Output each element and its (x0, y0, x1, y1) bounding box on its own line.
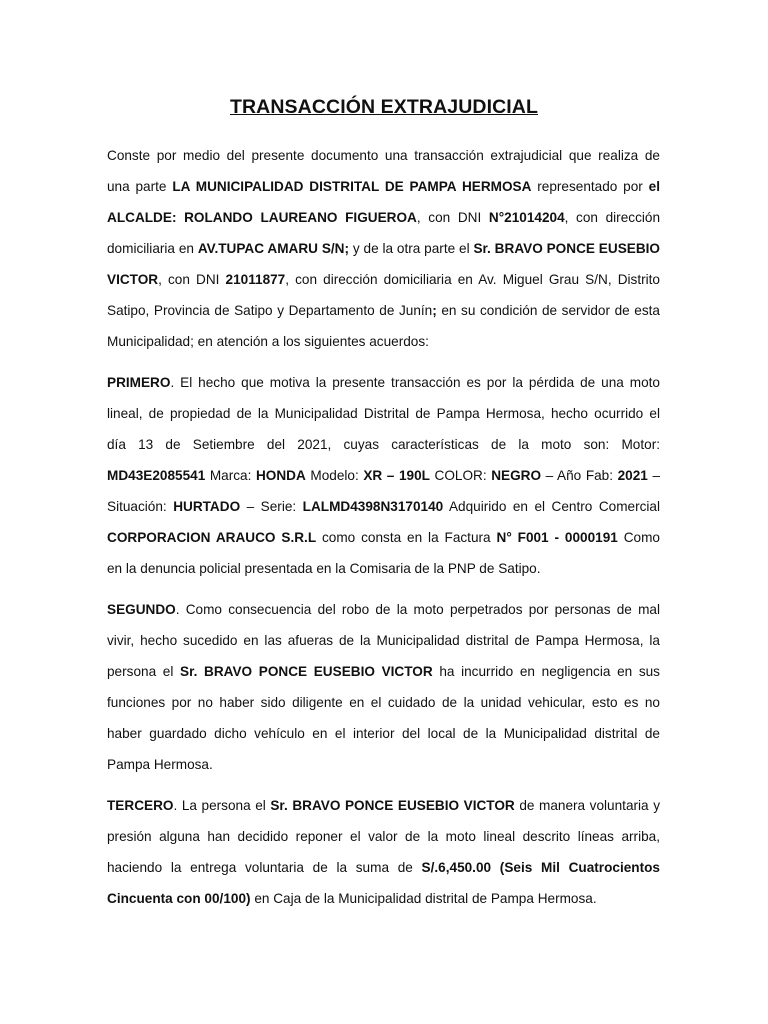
bold-text-segment: NEGRO (491, 468, 542, 483)
text-segment: – Serie: (240, 499, 303, 514)
bold-text-segment: el (648, 179, 660, 194)
text-segment: persona el (107, 664, 180, 679)
bold-text-segment: Sr. BRAVO PONCE EUSEBIO VICTOR (180, 664, 433, 679)
bold-text-segment: Sr. BRAVO PONCE EUSEBIO VICTOR (270, 798, 515, 813)
text-line (107, 398, 660, 429)
text-segment: día 13 de Setiembre del 2021, cuyas características de la moto son: Motor: (107, 437, 660, 452)
bold-text-segment: VICTOR (107, 272, 159, 287)
text-segment: . Como consecuencia del robo de la moto perpetrados por personas de mal (175, 602, 660, 617)
text-segment: en Caja de la Municipalidad distrital de Pampa Hermosa. (250, 891, 597, 906)
text-segment: Situación: (107, 499, 174, 514)
text-segment: haber guardado dicho vehículo en el interior del local de la Municipalidad distrital de (107, 726, 660, 741)
text-segment: en su condición de servidor de esta (436, 303, 660, 318)
bold-text-segment: AV.TUPAC AMARU S/N; (197, 241, 350, 256)
text-line (107, 656, 660, 687)
bold-text-segment: Sr. BRAVO PONCE EUSEBIO (473, 241, 660, 256)
clause-segundo (107, 594, 660, 780)
text-line (107, 821, 660, 852)
text-line (107, 326, 660, 357)
text-line (107, 233, 660, 264)
text-line (107, 429, 660, 460)
bold-text-segment: XR – 190L (363, 468, 430, 483)
bold-text-segment: HONDA (255, 468, 306, 483)
text-segment: Modelo: (305, 468, 364, 483)
bold-text-segment: S/.6,450.00 (Seis Mil Cuatrocientos (421, 860, 660, 875)
text-line (107, 718, 660, 749)
bold-text-segment: TERCERO (107, 798, 174, 813)
text-segment: como consta en la Factura (316, 530, 497, 545)
text-segment: en la denuncia policial presentada en la Comisaria de la PNP de Satipo. (107, 561, 541, 576)
text-line (107, 264, 660, 295)
text-line (107, 883, 660, 914)
text-segment: de manera voluntaria y (519, 798, 660, 813)
text-segment: lineal, de propiedad de la Municipalidad Distrital de Pampa Hermosa, hecho ocurrido el (107, 406, 660, 421)
text-segment: vivir, hecho sucedido en las afueras de la Municipalidad distrital de Pampa Hermosa, la (107, 633, 660, 648)
text-segment: . La persona el (173, 798, 271, 813)
document-title: TRANSACCIÓN EXTRAJUDICIAL (229, 96, 538, 118)
text-line (107, 625, 660, 656)
bold-text-segment: LALMD4398N3170140 (302, 499, 444, 514)
text-segment: Como (623, 530, 660, 545)
clause-tercero (107, 790, 660, 914)
bold-text-segment: CORPORACION ARAUCO S.R.L (107, 530, 317, 545)
text-segment: Marca: (205, 468, 256, 483)
bold-text-segment: Cincuenta con 00/100) (107, 891, 251, 906)
text-segment: representado por (531, 179, 649, 194)
bold-text-segment: ALCALDE: ROLANDO LAUREANO FIGUEROA (107, 210, 417, 225)
text-segment: , con dirección (564, 210, 660, 225)
text-line (107, 687, 660, 718)
text-segment: COLOR: (429, 468, 492, 483)
text-segment: , con dirección domiciliaria en Av. Miguel Grau S/N, Distrito (285, 272, 660, 287)
text-segment: Municipalidad; en atención a los siguientes acuerdos: (107, 334, 429, 349)
text-line (107, 202, 660, 233)
text-line (107, 295, 660, 326)
text-line (107, 367, 660, 398)
bold-text-segment: HURTADO (173, 499, 241, 514)
text-segment: funciones por no haber sido diligente en el cuidado de la unidad vehicular, esto es no (107, 695, 660, 710)
bold-text-segment: 21011877 (225, 272, 286, 287)
text-segment: y de la otra parte el (349, 241, 474, 256)
bold-text-segment: PRIMERO (107, 375, 171, 390)
text-line (107, 594, 660, 625)
text-segment: , con DNI (416, 210, 489, 225)
clause-primero (107, 367, 660, 584)
text-line (107, 790, 660, 821)
text-line (107, 553, 660, 584)
text-segment: – (647, 468, 660, 483)
text-line (107, 749, 660, 780)
bold-text-segment: SEGUNDO (107, 602, 176, 617)
text-segment: , con DNI (158, 272, 226, 287)
text-line (107, 171, 660, 202)
text-line (107, 491, 660, 522)
text-segment: . El hecho que motiva la presente transacción es por la pérdida de una moto (170, 375, 660, 390)
text-line (107, 852, 660, 883)
bold-text-segment: N° F001 - 0000191 (496, 530, 618, 545)
text-segment: una parte (107, 179, 173, 194)
bold-text-segment: MD43E2085541 (107, 468, 206, 483)
bold-text-segment: ; (432, 303, 437, 318)
text-segment: domiciliaria en (107, 241, 198, 256)
bold-text-segment: N°21014204 (488, 210, 565, 225)
text-line (107, 522, 660, 553)
text-segment: – Año Fab: (541, 468, 618, 483)
text-segment: Conste por medio del presente documento una transacción extrajudicial que realiza de (107, 148, 660, 163)
text-segment: haciendo la entrega voluntaria de la suma de (107, 860, 422, 875)
text-segment: Pampa Hermosa. (107, 757, 213, 772)
text-line (107, 140, 660, 171)
bold-text-segment: 2021 (617, 468, 648, 483)
text-segment: presión alguna han decidido reponer el valor de la moto lineal descrito líneas arriba, (107, 829, 660, 844)
text-line (107, 460, 660, 491)
intro-paragraph (107, 140, 660, 357)
text-segment: Adquirido en el Centro Comercial (443, 499, 660, 514)
text-segment: ha incurrido en negligencia en sus (432, 664, 660, 679)
bold-text-segment: LA MUNICIPALIDAD DISTRITAL DE PAMPA HERMOSA (172, 179, 532, 194)
text-segment: Satipo, Provincia de Satipo y Departamento de Junín (107, 303, 433, 318)
